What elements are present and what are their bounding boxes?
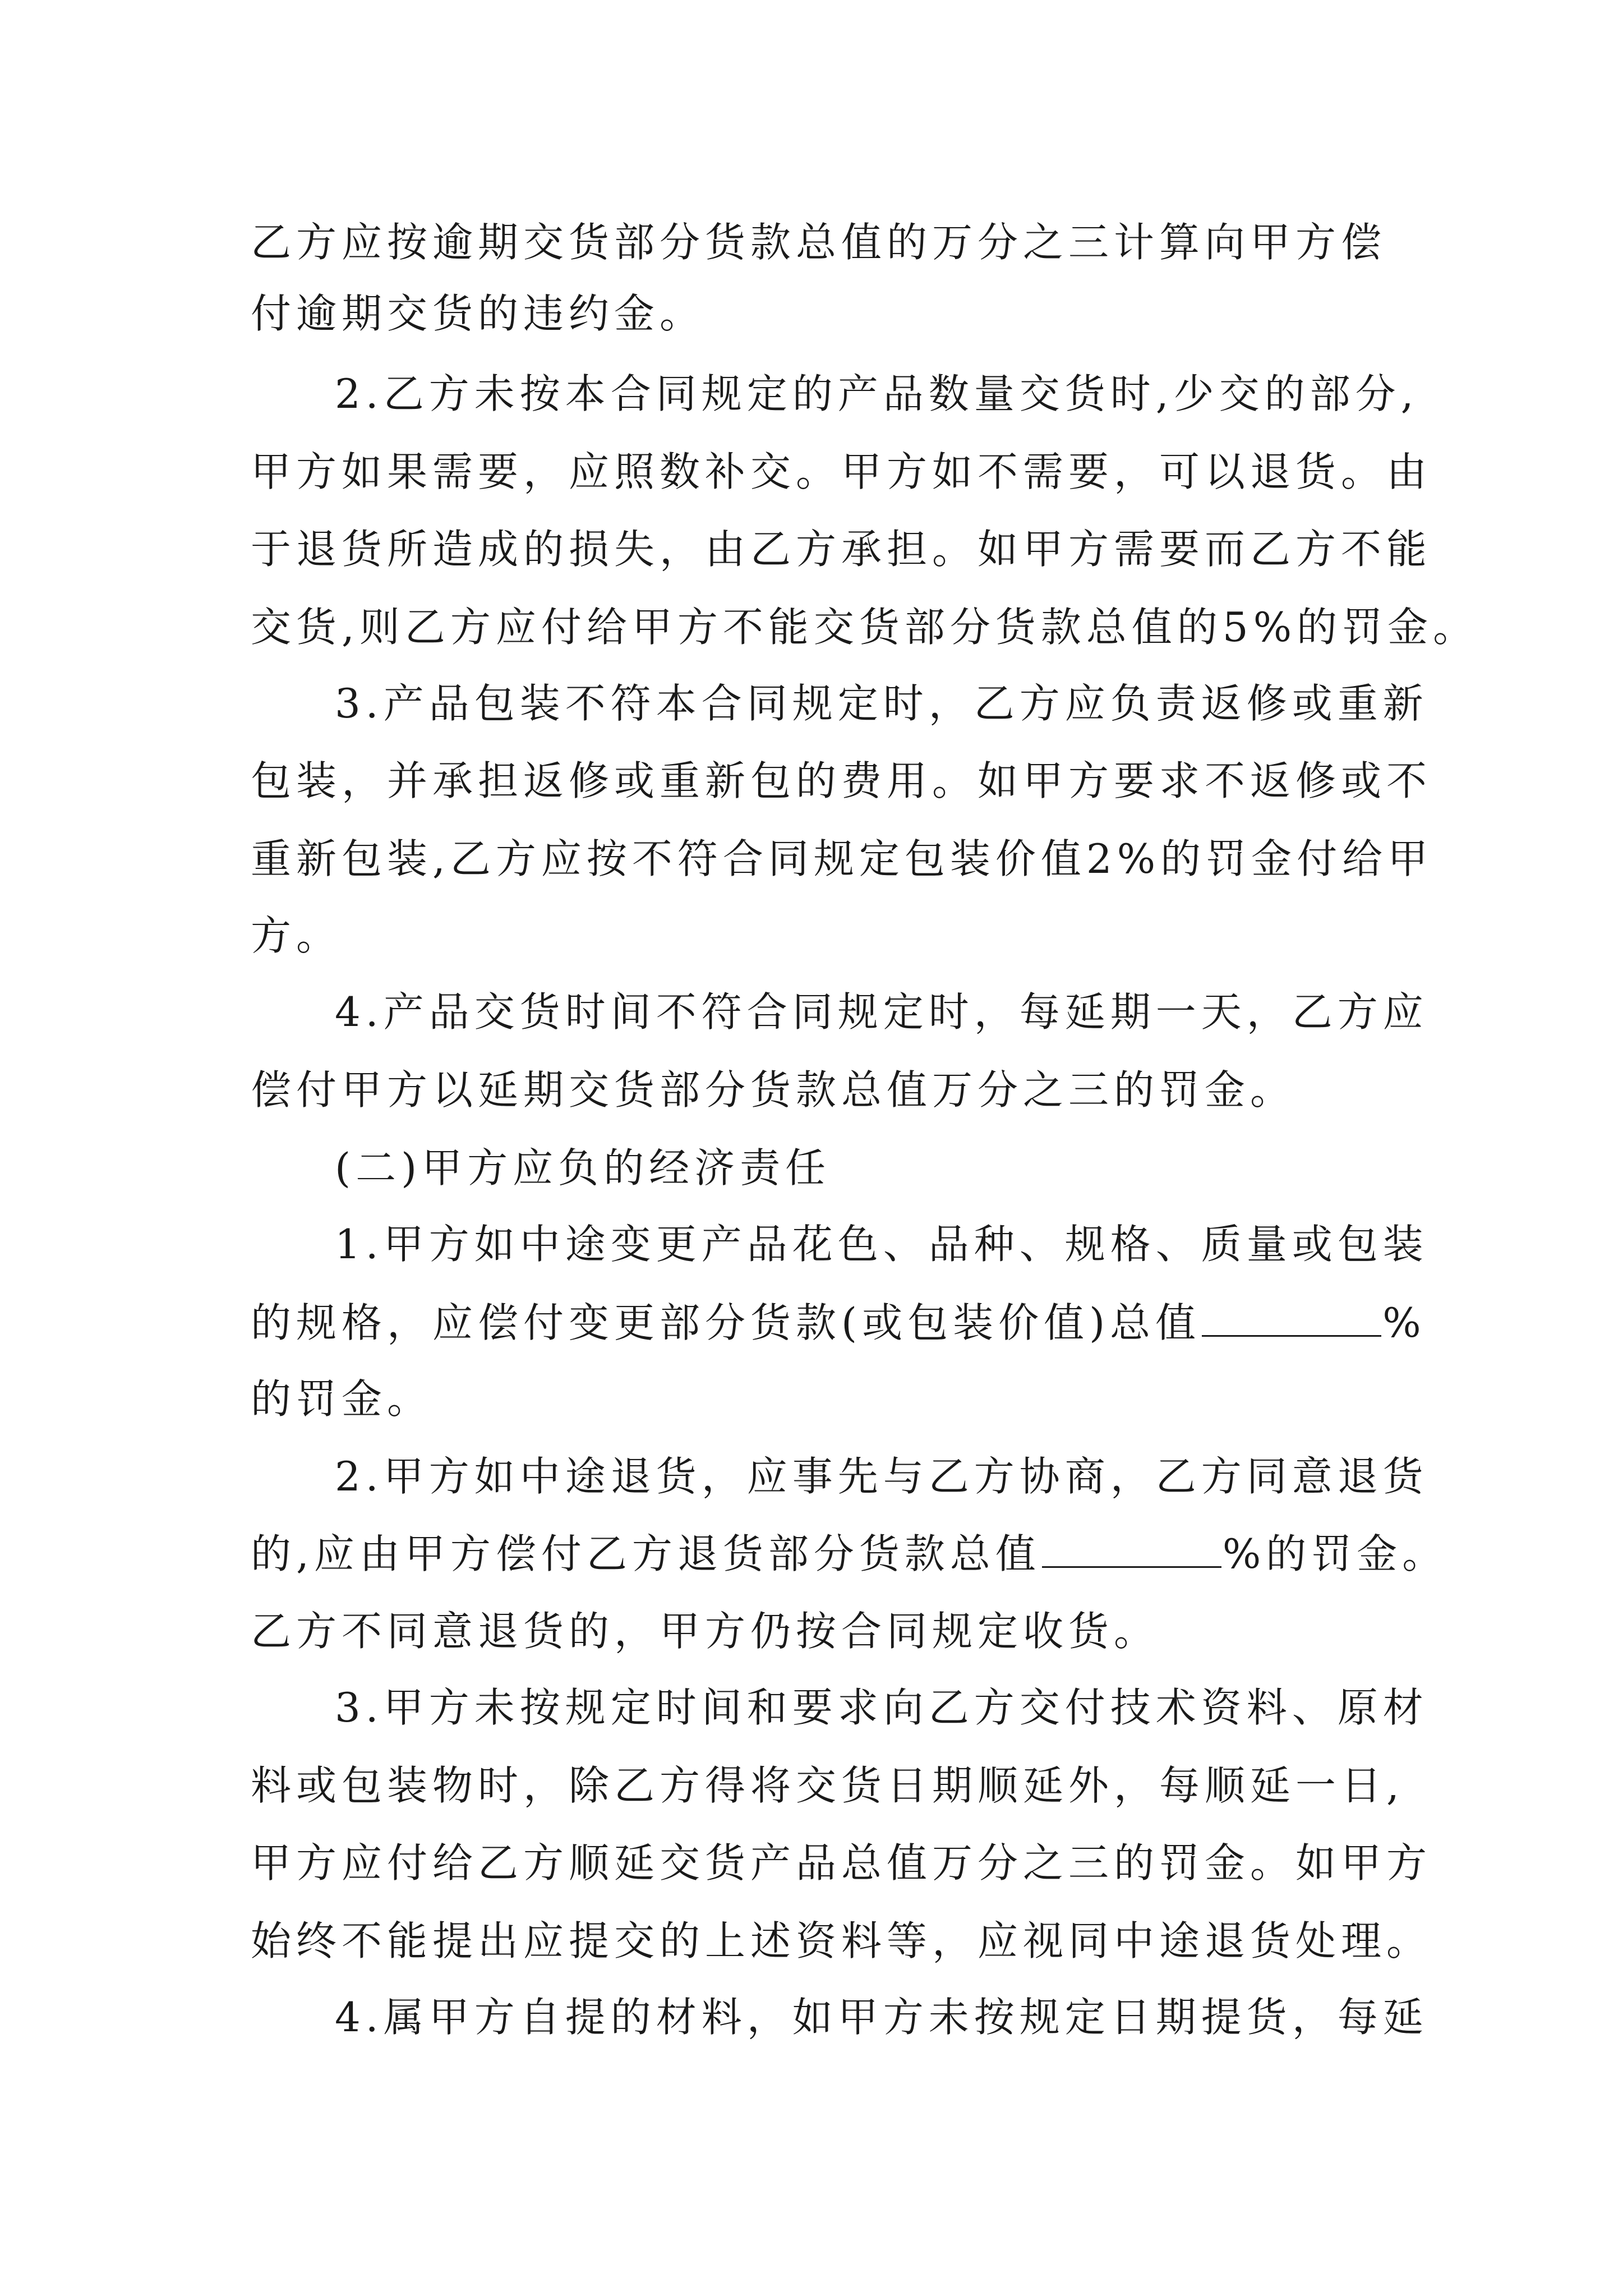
paragraph-line: 料或包装物时，除乙方得将交货日期顺延外，每顺延一日, <box>251 1762 1404 1809</box>
paragraph-line: 乙方不同意退货的，甲方仍按合同规定收货。 <box>251 1608 1160 1655</box>
paragraph-line: 的罚金。 <box>251 1375 433 1423</box>
paragraph-line-with-blank <box>251 1296 1426 1350</box>
paragraph-line: 重新包装,乙方应按不符合同规定包装价值2%的罚金付给甲 <box>251 835 1433 882</box>
paragraph-line-with-blank <box>251 1527 1447 1581</box>
clause-heading-line: 1.甲方如中途变更产品花色、品种、规格、质量或包装 <box>335 1221 1428 1268</box>
paragraph-line: 始终不能提出应提交的上述资料等，应视同中途退货处理。 <box>251 1917 1432 1964</box>
paragraph-line: 乙方应按逾期交货部分货款总值的万分之三计算向甲方偿 <box>251 219 1387 266</box>
clause-heading-line: 2.甲方如中途退货，应事先与乙方协商，乙方同意退货 <box>335 1453 1428 1500</box>
paragraph-line: 甲方应付给乙方顺延交货产品总值万分之三的罚金。如甲方 <box>251 1839 1432 1887</box>
paragraph-line: 偿付甲方以延期交货部分货款总值万分之三的罚金。 <box>251 1066 1296 1114</box>
clause-heading-line: 3.甲方未按规定时间和要求向乙方交付技术资料、原材 <box>335 1684 1428 1731</box>
section-heading: (二)甲方应负的经济责任 <box>335 1144 831 1191</box>
paragraph-line: 交货,则乙方应付给甲方不能交货部分货款总值的5%的罚金。 <box>251 604 1479 651</box>
line-text-after-blank: % <box>1382 1299 1426 1346</box>
clause-heading-line: 4.产品交货时间不符合同规定时，每延期一天，乙方应 <box>335 988 1428 1036</box>
clause-heading-line: 3.产品包装不符本合同规定时，乙方应负责返修或重新 <box>335 680 1428 727</box>
paragraph-line: 包装，并承担返修或重新包的费用。如甲方要求不返修或不 <box>251 757 1432 804</box>
clause-heading-line: 4.属甲方自提的材料，如甲方未按规定日期提货，每延 <box>335 1994 1428 2041</box>
fill-in-blank <box>1202 1296 1381 1337</box>
fill-in-blank <box>1042 1527 1221 1568</box>
paragraph-line: 于退货所造成的损失，由乙方承担。如甲方需要而乙方不能 <box>251 526 1432 573</box>
line-text-before-blank: 的规格，应偿付变更部分货款(或包装价值)总值 <box>251 1299 1201 1346</box>
clause-heading-line: 2.乙方未按本合同规定的产品数量交货时,少交的部分, <box>335 370 1419 417</box>
line-text-after-blank: %的罚金。 <box>1222 1530 1448 1577</box>
line-text-before-blank: 的,应由甲方偿付乙方退货部分货款总值 <box>251 1530 1041 1577</box>
paragraph-line: 付逾期交货的违约金。 <box>251 290 706 337</box>
paragraph-line: 甲方如果需要，应照数补交。甲方如不需要，可以退货。由 <box>251 448 1432 495</box>
paragraph-line: 方。 <box>251 912 342 959</box>
